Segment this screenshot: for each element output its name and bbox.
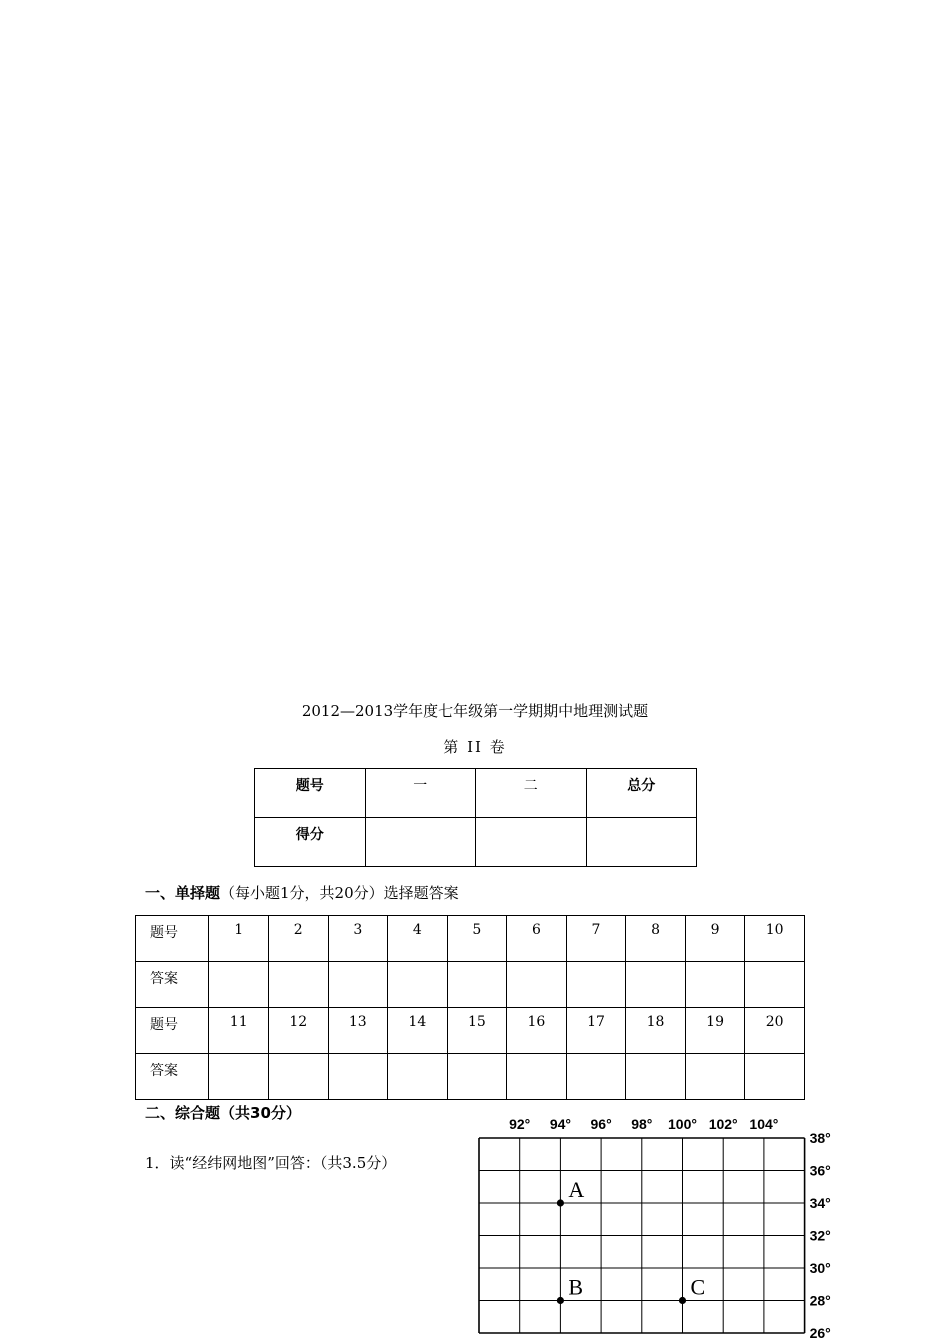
map-point-a bbox=[557, 1199, 564, 1206]
score-row-label: 得分 bbox=[255, 818, 366, 867]
answer-cell[interactable] bbox=[626, 1054, 686, 1100]
answer-qnum-cell: 1 bbox=[209, 916, 269, 962]
answer-qnum-cell: 6 bbox=[507, 916, 567, 962]
answer-cell[interactable] bbox=[685, 1054, 745, 1100]
answer-qnum-cell: 13 bbox=[328, 1008, 388, 1054]
score-table-header-row bbox=[255, 769, 697, 818]
answer-qnum-cell: 19 bbox=[685, 1008, 745, 1054]
answer-qnum-cell: 11 bbox=[209, 1008, 269, 1054]
answer-qnum-cell: 7 bbox=[566, 916, 626, 962]
score-header-qnum: 题号 bbox=[255, 769, 366, 818]
answer-qnum-label: 题号 bbox=[136, 916, 209, 962]
map-point-label: B bbox=[568, 1274, 584, 1300]
answer-cell[interactable] bbox=[209, 962, 269, 1008]
latitude-label: 36° bbox=[809, 1162, 831, 1179]
answer-qnum-cell: 10 bbox=[745, 916, 805, 962]
answer-qnum-cell: 8 bbox=[626, 916, 686, 962]
longitude-label: 92° bbox=[509, 1116, 531, 1132]
answer-qnum-row-2 bbox=[136, 1008, 805, 1054]
document-title: 2012—2013学年度七年级第一学期期中地理测试题 bbox=[301, 702, 649, 720]
answer-label: 答案 bbox=[136, 962, 209, 1008]
score-header-part1: 一 bbox=[365, 769, 476, 818]
answer-qnum-cell: 4 bbox=[388, 916, 448, 962]
longitude-label: 98° bbox=[631, 1116, 653, 1132]
score-header-total: 总分 bbox=[586, 769, 697, 818]
answer-cell[interactable] bbox=[685, 962, 745, 1008]
answer-qnum-cell: 12 bbox=[268, 1008, 328, 1054]
latitude-label: 32° bbox=[809, 1227, 831, 1244]
answer-label: 答案 bbox=[136, 1054, 209, 1100]
section2-title: 二、综合题（共30分） bbox=[145, 1104, 301, 1122]
latitude-label: 34° bbox=[809, 1195, 831, 1211]
map-point-b bbox=[557, 1297, 564, 1304]
answer-cell[interactable] bbox=[328, 1054, 388, 1100]
answer-cell[interactable] bbox=[626, 962, 686, 1008]
answer-qnum-cell: 9 bbox=[685, 916, 745, 962]
answer-qnum-cell: 14 bbox=[388, 1008, 448, 1054]
answer-cell[interactable] bbox=[209, 1054, 269, 1100]
volume-title: 第 II 卷 bbox=[443, 738, 507, 756]
answer-table bbox=[135, 915, 805, 1100]
score-table-score-row bbox=[255, 818, 697, 867]
question1-text: 1．读“经纬网地图”回答：（共3.5分） bbox=[145, 1154, 397, 1172]
score-cell-part1[interactable] bbox=[365, 818, 476, 867]
answer-qnum-row-1 bbox=[136, 916, 805, 962]
answer-cell[interactable] bbox=[268, 962, 328, 1008]
section1-heading bbox=[145, 882, 459, 903]
answer-row-1 bbox=[136, 962, 805, 1008]
answer-qnum-cell: 18 bbox=[626, 1008, 686, 1054]
answer-qnum-cell: 3 bbox=[328, 916, 388, 962]
map-point-label: A bbox=[568, 1177, 585, 1202]
answer-cell[interactable] bbox=[507, 962, 567, 1008]
answer-cell[interactable] bbox=[268, 1054, 328, 1100]
answer-cell[interactable] bbox=[388, 962, 448, 1008]
answer-qnum-cell: 2 bbox=[268, 916, 328, 962]
section1-title: 一、单择题 bbox=[145, 884, 221, 902]
answer-qnum-cell: 16 bbox=[507, 1008, 567, 1054]
score-cell-part2[interactable] bbox=[476, 818, 587, 867]
section1-note: （每小题1分，共20分）选择题答案 bbox=[220, 884, 459, 902]
latitude-label: 38° bbox=[809, 1130, 831, 1146]
score-table bbox=[254, 768, 697, 867]
answer-qnum-label: 题号 bbox=[136, 1008, 209, 1054]
answer-cell[interactable] bbox=[447, 962, 507, 1008]
answer-cell[interactable] bbox=[566, 1054, 626, 1100]
answer-cell[interactable] bbox=[328, 962, 388, 1008]
longitude-label: 102° bbox=[708, 1116, 738, 1132]
answer-cell[interactable] bbox=[388, 1054, 448, 1100]
answer-row-2 bbox=[136, 1054, 805, 1100]
latitude-label: 28° bbox=[809, 1292, 831, 1309]
map-point-label: C bbox=[690, 1274, 706, 1300]
answer-cell[interactable] bbox=[745, 1054, 805, 1100]
longitude-label: 94° bbox=[549, 1116, 571, 1132]
map-point-c bbox=[679, 1297, 686, 1304]
answer-cell[interactable] bbox=[566, 962, 626, 1008]
longitude-label: 100° bbox=[668, 1116, 697, 1132]
longitude-label: 104° bbox=[749, 1116, 779, 1132]
answer-qnum-cell: 15 bbox=[447, 1008, 507, 1054]
score-header-part2: 二 bbox=[476, 769, 587, 818]
answer-qnum-cell: 17 bbox=[566, 1008, 626, 1054]
lat-lon-grid-map bbox=[470, 1108, 840, 1344]
answer-cell[interactable] bbox=[447, 1054, 507, 1100]
longitude-label: 96° bbox=[590, 1116, 612, 1132]
latitude-label: 26° bbox=[809, 1325, 831, 1341]
answer-cell[interactable] bbox=[745, 962, 805, 1008]
answer-cell[interactable] bbox=[507, 1054, 567, 1100]
answer-qnum-cell: 5 bbox=[447, 916, 507, 962]
answer-qnum-cell: 20 bbox=[745, 1008, 805, 1054]
score-cell-total[interactable] bbox=[586, 818, 697, 867]
latitude-label: 30° bbox=[809, 1260, 831, 1276]
